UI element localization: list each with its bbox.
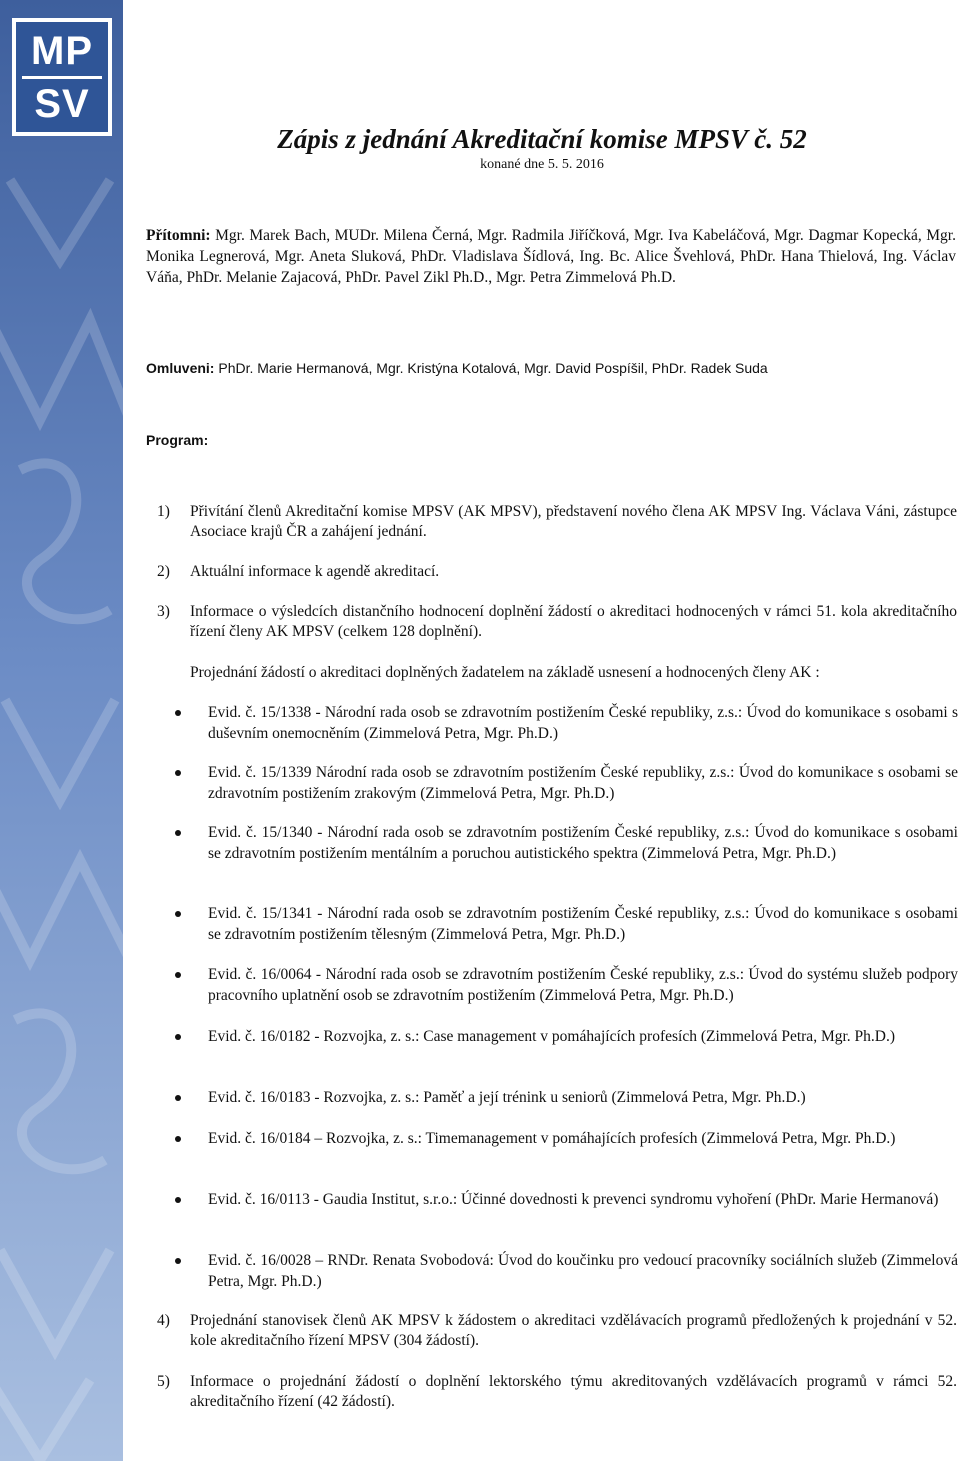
bullet-icon bbox=[175, 1136, 181, 1142]
sidebar-pattern bbox=[0, 0, 123, 1461]
request-text: Evid. č. 15/1338 - Národní rada osob se zdravotním postižením České republiky, z.s.: Úvod do komunikace s osobami s duševním onemocněním (Zimmelová Petra, Mgr. Ph.D.) bbox=[208, 704, 958, 742]
item-text: Informace o projednání žádostí o doplnění lektorského týmu akreditovaných vzdělávacích programů v rámci 52. akreditačního řízení (42 žádostí). bbox=[190, 1373, 957, 1410]
bullet-icon bbox=[175, 1197, 181, 1203]
request-item bbox=[172, 1250, 958, 1292]
request-text: Evid. č. 16/0183 - Rozvojka, z. s.: Paměť a její trénink u seniorů (Zimmelová Petra, Mgr. Ph.D.) bbox=[208, 1089, 806, 1106]
program-item-2 bbox=[157, 562, 957, 582]
bullet-icon bbox=[175, 1258, 181, 1264]
request-text: Evid. č. 15/1339 Národní rada osob se zdravotním postižením České republiky, z.s.: Úvod do komunikace s osobami se zdravotním postižením zrakovým (Zimmelová Petra, Mgr. Ph.D.) bbox=[208, 764, 958, 802]
item-number: 5) bbox=[157, 1373, 170, 1390]
logo-line-2: SV bbox=[34, 81, 90, 126]
item-number: 4) bbox=[157, 1312, 170, 1329]
program-item-5 bbox=[157, 1372, 957, 1412]
request-item bbox=[172, 964, 958, 1006]
request-text: Evid. č. 16/0028 – RNDr. Renata Svobodová: Úvod do koučinku pro vedoucí pracovníky sociálních služeb (Zimmelová Petra, Mgr. Ph.D.) bbox=[208, 1252, 958, 1290]
sidebar-banner bbox=[0, 0, 123, 1461]
item-number: 3) bbox=[157, 603, 170, 620]
request-text: Evid. č. 16/0064 - Národní rada osob se zdravotním postižením České republiky, z.s.: Úvod do systému služeb podpory pracovního uplatnění osob se zdravotním postižením (Zimmelová Petra, Mgr. Ph.D.) bbox=[208, 966, 958, 1004]
item-text: Projednání stanovisek členů AK MPSV k žádostem o akreditaci vzdělávacích programů předložených k projednání v 52. kole akreditačního řízení MPSV (304 žádostí). bbox=[190, 1312, 957, 1349]
item-number: 2) bbox=[157, 563, 170, 580]
request-item bbox=[172, 1128, 958, 1149]
document-title: Zápis z jednání Akreditační komise MPSV č. 52 bbox=[277, 124, 807, 154]
request-item bbox=[172, 1026, 958, 1047]
bullet-icon bbox=[175, 710, 181, 716]
document-subtitle: konané dne 5. 5. 2016 bbox=[480, 157, 604, 172]
program-item-3 bbox=[157, 602, 957, 642]
request-text: Evid. č. 16/0113 - Gaudia Institut, s.r.o.: Účinné dovednosti k prevenci syndromu vyhoření (PhDr. Marie Hermanová) bbox=[208, 1191, 939, 1208]
excused-label: Omluveni: bbox=[146, 360, 215, 376]
bullet-icon bbox=[175, 770, 181, 776]
bullet-icon bbox=[175, 830, 181, 836]
request-item bbox=[172, 762, 958, 804]
request-text: Evid. č. 16/0184 – Rozvojka, z. s.: Timemanagement v pomáhajících profesích (Zimmelová Petra, Mgr. Ph.D.) bbox=[208, 1130, 896, 1147]
program-heading bbox=[146, 430, 956, 451]
request-item bbox=[172, 903, 958, 945]
bullet-icon bbox=[175, 1034, 181, 1040]
request-item bbox=[172, 702, 958, 744]
mpsv-logo bbox=[12, 18, 112, 136]
logo-line-1: MP bbox=[31, 28, 93, 73]
requests-intro: Projednání žádostí o akreditaci doplněných žadatelem na základě usnesení a hodnocených členy AK : bbox=[190, 664, 820, 681]
excused-text: PhDr. Marie Hermanová, Mgr. Kristýna Kotalová, Mgr. David Pospíšil, PhDr. Radek Suda bbox=[218, 360, 768, 376]
bullet-icon bbox=[175, 911, 181, 917]
program-label: Program: bbox=[146, 432, 209, 448]
request-item bbox=[172, 822, 958, 864]
item-text: Aktuální informace k agendě akreditací. bbox=[190, 563, 440, 580]
program-item-4 bbox=[157, 1311, 957, 1351]
logo-separator bbox=[22, 76, 102, 79]
bullet-icon bbox=[175, 972, 181, 978]
program-item-1 bbox=[157, 502, 957, 542]
item-number: 1) bbox=[157, 503, 170, 520]
item-text: Informace o výsledcích distančního hodnocení doplnění žádostí o akreditaci hodnocených v rámci 51. kola akreditačního řízení členy AK MPSV (celkem 128 doplnění). bbox=[190, 603, 957, 640]
bullet-icon bbox=[175, 1095, 181, 1101]
request-text: Evid. č. 15/1340 - Národní rada osob se zdravotním postižením České republiky, z.s.: Úvod do komunikace s osobami se zdravotním postižením mentálním a poruchou autistického spektra (Zimmelová Petra, Mgr. Ph.D.) bbox=[208, 824, 958, 862]
item-text: Přivítání členů Akreditační komise MPSV (AK MPSV), představení nového člena AK MPSV Ing. Václava Váni, zástupce Asociace krajů ČR a zahájení jednání. bbox=[190, 503, 957, 540]
present-paragraph bbox=[146, 225, 956, 288]
excused-paragraph bbox=[146, 358, 956, 379]
present-label: Přítomni: bbox=[146, 227, 211, 244]
request-item bbox=[172, 1189, 958, 1210]
request-item bbox=[172, 1087, 958, 1108]
present-text: Mgr. Marek Bach, MUDr. Milena Černá, Mgr. Radmila Jiříčková, Mgr. Iva Kabeláčová, Mgr. Dagmar Kopecká, Mgr. Monika Legnerová, Mgr. Aneta Sluková, PhDr. Vladislava Šídlová, Ing. Bc. Alice Švehlová, PhDr. Hana Thielová, Ing. Václav Váňa, PhDr. Melanie Zajacová, PhDr. Pavel Zikl Ph.D., Mgr. Petra Zimmelová Ph.D. bbox=[146, 227, 956, 286]
request-text: Evid. č. 15/1341 - Národní rada osob se zdravotním postižením České republiky, z.s.: Úvod do komunikace s osobami se zdravotním postižením tělesným (Zimmelová Petra, Mgr. Ph.D.) bbox=[208, 905, 958, 943]
request-text: Evid. č. 16/0182 - Rozvojka, z. s.: Case management v pomáhajících profesích (Zimmelová Petra, Mgr. Ph.D.) bbox=[208, 1028, 896, 1045]
